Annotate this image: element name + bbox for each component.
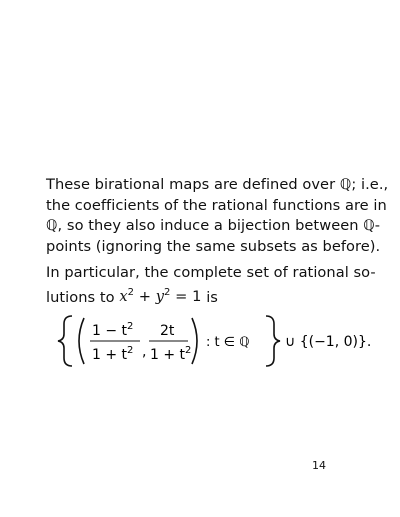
constant-one: 1 xyxy=(192,288,202,306)
left-paren xyxy=(79,318,84,364)
text-fragment: is xyxy=(206,288,218,306)
numerator-1: $1 - t^2$ xyxy=(92,321,134,339)
formula-svg xyxy=(60,306,380,376)
right-brace xyxy=(266,316,280,366)
plus-sign: + xyxy=(138,288,152,306)
text-line: points (ignoring the same subsets as before). xyxy=(46,237,381,255)
text-line: In particular, the complete set of rational so- xyxy=(46,264,376,281)
numerator-2: 2t xyxy=(160,323,175,339)
circle-equation xyxy=(119,288,206,305)
set-condition: : t ∈ ℚ xyxy=(206,335,250,350)
text-line: ℚ, so they also induce a bijection between ℚ- xyxy=(46,217,381,234)
text-line: the coefficients of the rational functions are in xyxy=(46,196,387,214)
var-x: x xyxy=(119,288,128,306)
var-y: y xyxy=(155,288,165,306)
parametrization-formula xyxy=(60,306,380,376)
denominator-2: $1 + t^2$ xyxy=(150,345,192,363)
right-paren xyxy=(192,318,197,364)
text-line: These birational maps are defined over ℚ; i.e., xyxy=(46,176,389,193)
exponent: 2 xyxy=(164,287,171,299)
text-fragment: lutions to xyxy=(46,288,115,306)
paragraph-birational-maps xyxy=(46,175,389,257)
equals-sign: = xyxy=(175,288,188,306)
denominator-1: $1 + t^2$ xyxy=(92,345,134,363)
page-number: 14 xyxy=(312,459,326,472)
text-line-with-equation xyxy=(46,284,358,308)
paragraph-rational-solutions xyxy=(46,263,376,308)
union-point: ∪ {(−1, 0)}. xyxy=(285,334,372,350)
comma: , xyxy=(142,344,147,360)
exponent: 2 xyxy=(127,287,135,299)
left-brace xyxy=(58,316,72,366)
